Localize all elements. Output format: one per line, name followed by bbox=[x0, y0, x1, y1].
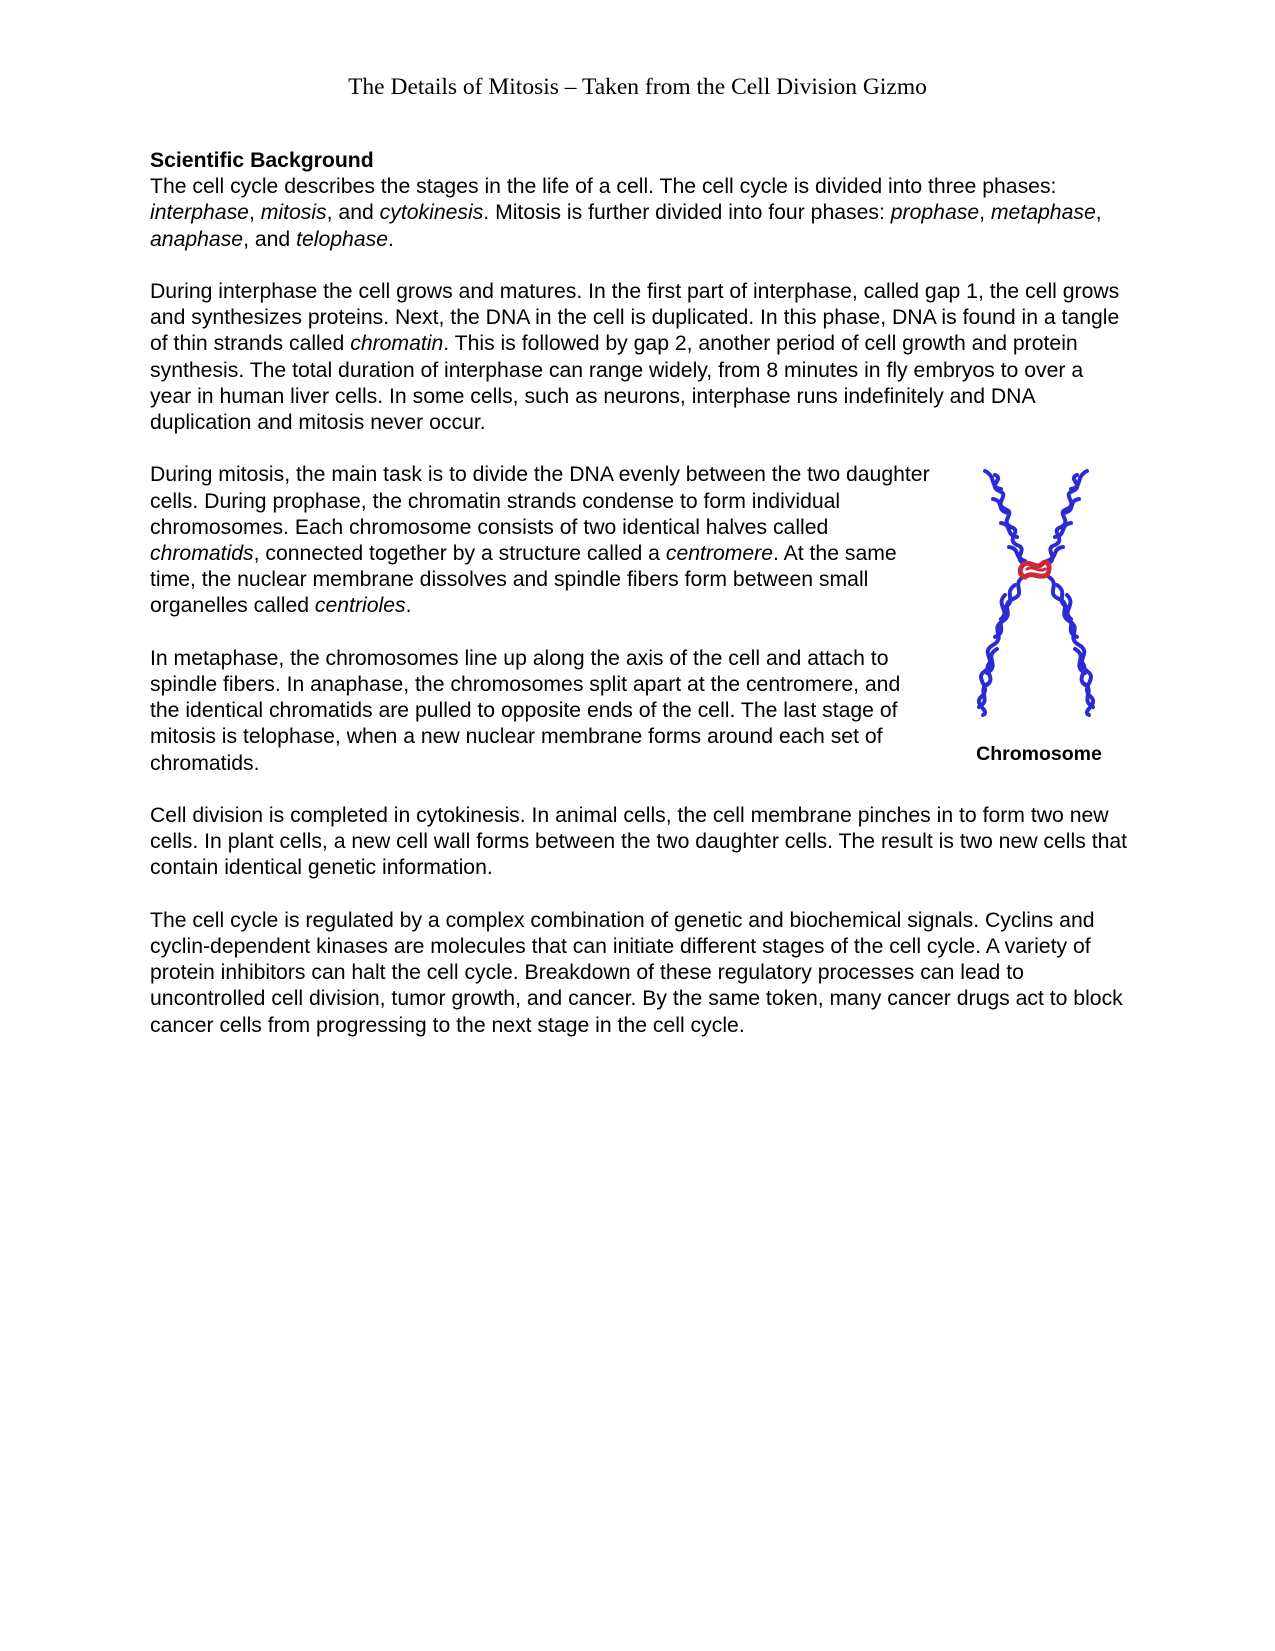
paragraph-cell-cycle-intro bbox=[150, 174, 1130, 253]
paragraph-regulation: The cell cycle is regulated by a complex combination of genetic and biochemical signals. Cyclins and cyclin-dependent kinases are molecules that can initiate different stages of the cell cycle. A variety of protein inhibitors can halt the cell cycle. Breakdown of these regulatory processes can lead to uncontrolled cell division, tumor growth, and cancer. By the same token, many cancer drugs act to block cancer cells from progressing to the next stage in the cell cycle. bbox=[150, 908, 1123, 1037]
paragraph-interphase bbox=[150, 279, 1130, 436]
text-span: . At the same time, the nuclear membrane dissolves and spindle fibers form between small organelles called bbox=[150, 542, 897, 618]
term-mitosis: mitosis bbox=[260, 201, 327, 225]
paragraph-mitosis bbox=[150, 462, 930, 619]
text-span: . Mitosis is further divided into four phases: bbox=[483, 201, 891, 225]
term-centrioles: centrioles bbox=[314, 594, 406, 618]
term-prophase: prophase bbox=[890, 201, 980, 225]
term-chromatin: chromatin bbox=[350, 332, 444, 356]
text-span: . bbox=[405, 594, 412, 618]
text-span: , bbox=[979, 201, 991, 225]
term-telophase: telophase bbox=[296, 227, 388, 251]
chromosome-illustration bbox=[965, 465, 1105, 725]
text-span: , and bbox=[243, 227, 297, 251]
text-span: , connected together by a structure called a bbox=[253, 542, 666, 566]
figure-caption: Chromosome bbox=[976, 743, 1102, 765]
paragraph-cytokinesis: Cell division is completed in cytokinesis. In animal cells, the cell membrane pinches in to form two new cells. In plant cells, a new cell wall forms between the two daughter cells. The result is two new cells that contain identical genetic information. bbox=[150, 804, 1128, 880]
paragraph-metaphase-anaphase: In metaphase, the chromosomes line up along the axis of the cell and attach to spindle fibers. In anaphase, the chromosomes split apart at the centromere, and the identical chromatids are pulled to opposite ends of the cell. The last stage of mitosis is telophase, when a new nuclear membrane forms around each set of chromatids. bbox=[150, 646, 901, 775]
chromosome-figure bbox=[955, 465, 1115, 766]
text-span: During mitosis, the main task is to divide the DNA evenly between the two daughter cells. During prophase, the chromatin strands condense to form individual chromosomes. Each chromosome consists of two identical halves called bbox=[150, 463, 930, 539]
term-chromatids: chromatids bbox=[150, 542, 254, 566]
page-title: The Details of Mitosis – Taken from the Cell Division Gizmo bbox=[348, 74, 927, 100]
section-heading: Scientific Background bbox=[150, 149, 374, 172]
term-metaphase: metaphase bbox=[990, 201, 1096, 225]
text-span: , bbox=[1095, 201, 1102, 225]
text-span: . bbox=[387, 227, 394, 251]
term-centromere: centromere bbox=[665, 542, 774, 566]
term-anaphase: anaphase bbox=[150, 227, 244, 251]
text-span: , and bbox=[326, 201, 380, 225]
text-span: , bbox=[248, 201, 261, 225]
term-cytokinesis: cytokinesis bbox=[379, 201, 484, 225]
term-interphase: interphase bbox=[150, 201, 249, 225]
text-span: . This is followed by gap 2, another period of cell growth and protein synthesis. The total duration of interphase can range widely, from 8 minutes in fly embryos to over a year in human liver cells. In some cells, such as neurons, interphase runs indefinitely and DNA duplication and mitosis never occur. bbox=[150, 332, 1084, 435]
text-span: The cell cycle describes the stages in the life of a cell. The cell cycle is divided into three phases: bbox=[150, 175, 1057, 199]
text-span: During interphase the cell grows and matures. In the first part of interphase, called gap 1, the cell grows and synthesizes proteins. Next, the DNA in the cell is duplicated. In this phase, DNA is found in a tangle of thin strands called bbox=[150, 280, 1120, 356]
